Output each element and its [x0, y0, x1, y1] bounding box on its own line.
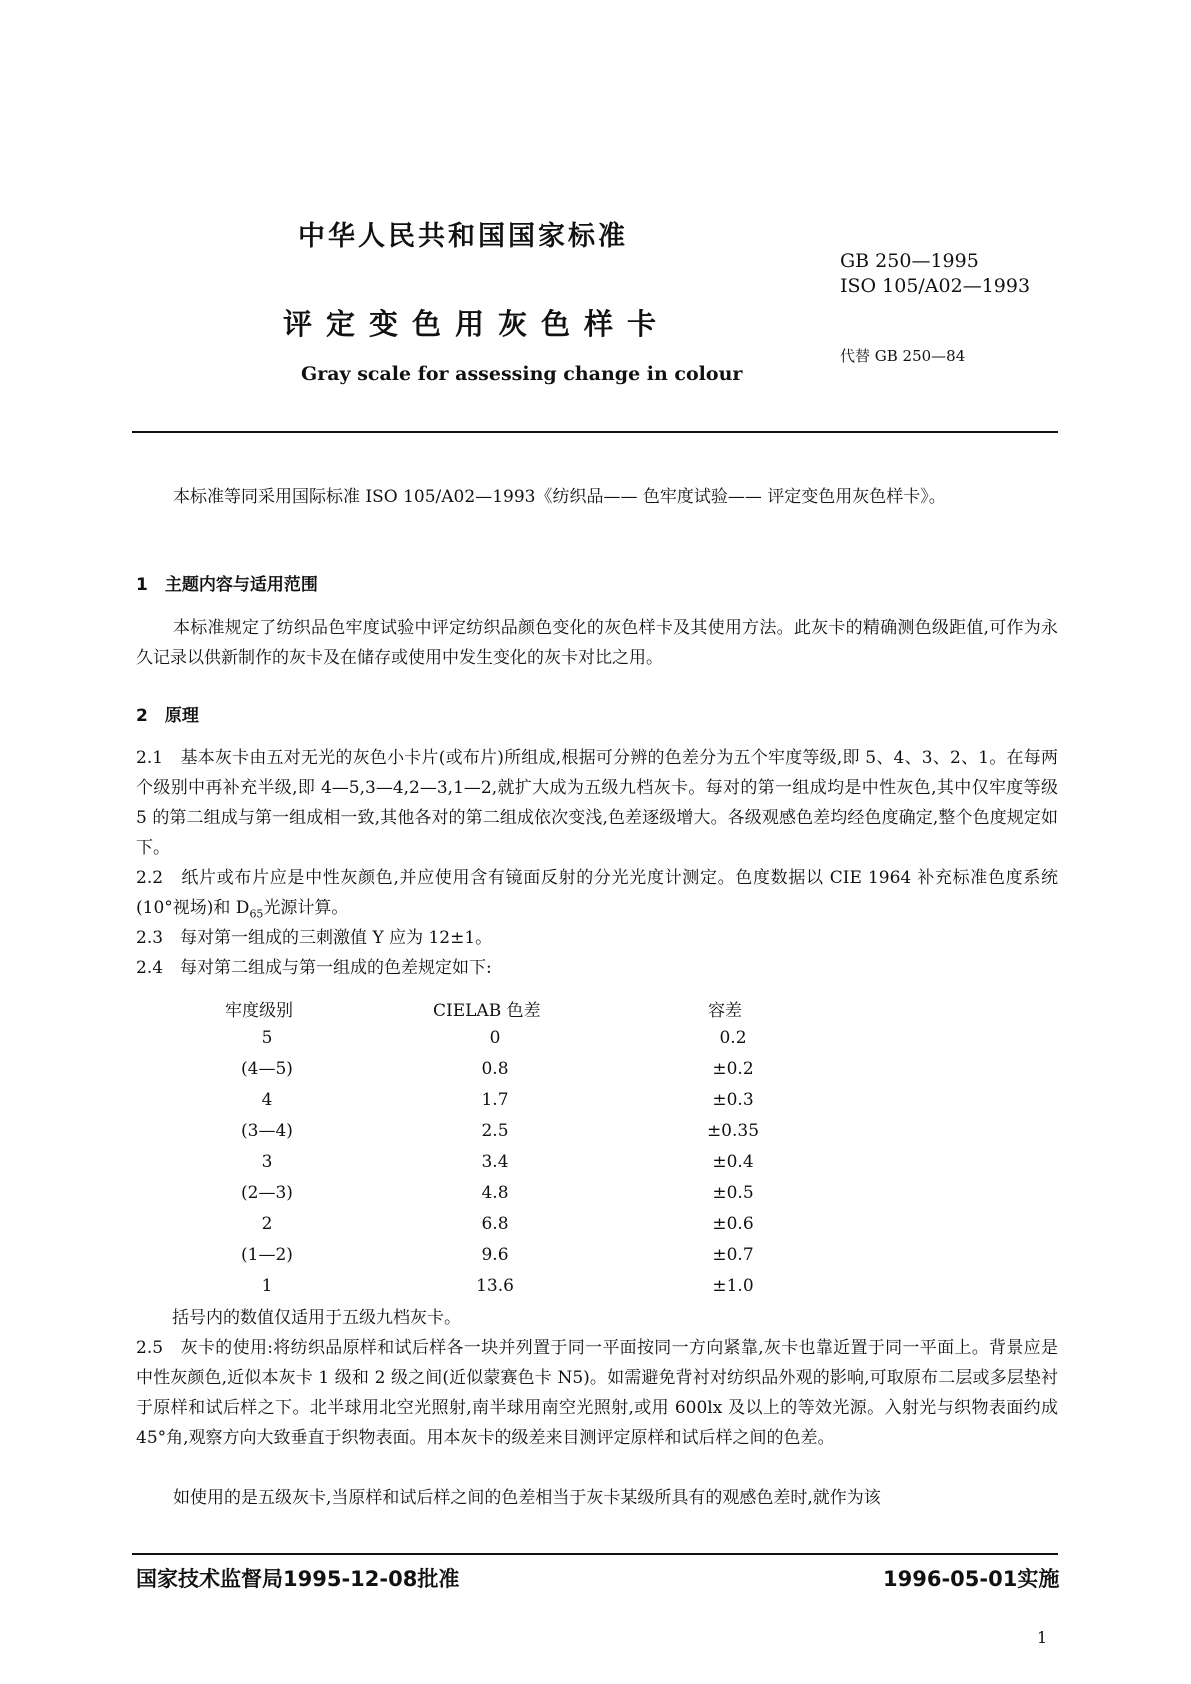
table-cell: 0.8 — [481, 1059, 509, 1079]
country-standard-title: 中华人民共和国国家标准 — [298, 221, 628, 252]
table-cell: ±0.3 — [712, 1090, 754, 1110]
clause-2-2 — [136, 863, 1058, 929]
replaces-note: 代替 GB 250—84 — [840, 347, 966, 365]
approval-date: 国家技术监督局1995-12-08批准 — [136, 1567, 460, 1591]
d65-subscript: 65 — [249, 907, 264, 921]
standard-number-iso: ISO 105/A02—1993 — [840, 275, 1031, 297]
standard-title-en: Gray scale for assessing change in colour — [301, 363, 743, 385]
table-note: 括号内的数值仅适用于五级九档灰卡。 — [172, 1308, 461, 1328]
intro-paragraph: 本标准等同采用国际标准 ISO 105/A02—1993《纺织品—— 色牢度试验—— 评定变色用灰色样卡》。 — [173, 487, 946, 507]
table-cell: 1 — [261, 1276, 273, 1296]
table-cell: (1—2) — [241, 1245, 293, 1265]
table-cell: (4—5) — [241, 1059, 293, 1079]
table-cell: ±0.6 — [712, 1214, 754, 1234]
effective-date: 1996-05-01实施 — [883, 1567, 1060, 1591]
page-number: 1 — [1037, 1628, 1048, 1647]
clause-2-5-continued: 如使用的是五级灰卡,当原样和试后样之间的色差相当于灰卡某级所具有的观感色差时,就作为该 — [173, 1488, 881, 1508]
table-cell: 3.4 — [481, 1152, 509, 1172]
standard-number-gb: GB 250—1995 — [840, 250, 979, 272]
standard-title-cn: 评定变色用灰色样卡 — [283, 307, 671, 341]
table-cell: (2—3) — [241, 1183, 293, 1203]
section-1-heading: 1 主题内容与适用范围 — [136, 575, 318, 595]
table-cell: 9.6 — [481, 1245, 509, 1265]
table-cell: 0.2 — [719, 1028, 747, 1048]
table-cell: ±0.35 — [706, 1121, 760, 1141]
table-cell: 2.5 — [481, 1121, 509, 1141]
table-cell: 6.8 — [481, 1214, 509, 1234]
clause-2-5: 2.5 灰卡的使用:将纺织品原样和试后样各一块并列置于同一平面按同一方向紧靠,灰卡也靠近置于同一平面上。背景应是中性灰颜色,近似本灰卡 1 级和 2 级之间(近似蒙赛色卡 N5)。如需避免背衬对纺织品外观的影响,可取原布二层或多层垫衬于原样和试后样之下。北半球用北空光照射,南半球用南空光照射,或用 600lx 及以上的等效光源。入射光与织物表面约成 45°角,观察方向大致垂直于织物表面。用本灰卡的级差来目测评定原样和试后样之间的色差。 — [136, 1338, 1058, 1448]
table-cell: ±0.7 — [712, 1245, 754, 1265]
table-cell: ±1.0 — [712, 1276, 754, 1296]
table-cell: ±0.5 — [712, 1183, 754, 1203]
footer-rule — [132, 1553, 1058, 1555]
clause-2-2-text: 2.2 纸片或布片应是中性灰颜色,并应使用含有镜面反射的分光光度计测定。色度数据以 CIE 1964 补充标准色度系统(10°视场)和 D — [136, 868, 1058, 918]
table-cell: ±0.2 — [712, 1059, 754, 1079]
clause-2-1: 2.1 基本灰卡由五对无光的灰色小卡片(或布片)所组成,根据可分辨的色差分为五个牢度等级,即 5、4、3、2、1。在每两个级别中再补充半级,即 4—5,3—4,2—3,1—2,就扩大成为五级九档灰卡。每对的第一组成均是中性灰色,其中仅牢度等级 5 的第二组成与第一组成相一致,其他各对的第二组成依次变浅,色差逐级增大。各级观感色差均经色度确定,整个色度规定如下。 — [136, 748, 1058, 858]
table-cell: 0 — [489, 1028, 501, 1048]
table-header-cielab: CIELAB 色差 — [433, 1001, 541, 1021]
clause-2-3: 2.3 每对第一组成的三刺激值 Y 应为 12±1。 — [136, 928, 493, 948]
section-1-paragraph: 本标准规定了纺织品色牢度试验中评定纺织品颜色变化的灰色样卡及其使用方法。此灰卡的精确测色级距值,可作为永久记录以供新制作的灰卡及在储存或使用中发生变化的灰卡对比之用。 — [136, 618, 1058, 668]
table-header-tolerance: 容差 — [708, 1001, 742, 1021]
table-header-grade: 牢度级别 — [225, 1001, 293, 1021]
table-cell: 2 — [261, 1214, 273, 1234]
table-cell: 1.7 — [481, 1090, 509, 1110]
table-cell: 3 — [261, 1152, 273, 1172]
section-2-heading: 2 原理 — [136, 706, 199, 726]
clause-2-4: 2.4 每对第二组成与第一组成的色差规定如下: — [136, 958, 492, 978]
clause-2-2-tail: 光源计算。 — [263, 898, 349, 918]
table-cell: 13.6 — [476, 1276, 514, 1296]
table-cell: 5 — [261, 1028, 273, 1048]
table-cell: (3—4) — [241, 1121, 293, 1141]
table-cell: 4 — [261, 1090, 273, 1110]
table-cell: 4.8 — [481, 1183, 509, 1203]
header-rule — [132, 431, 1058, 433]
table-cell: ±0.4 — [712, 1152, 754, 1172]
